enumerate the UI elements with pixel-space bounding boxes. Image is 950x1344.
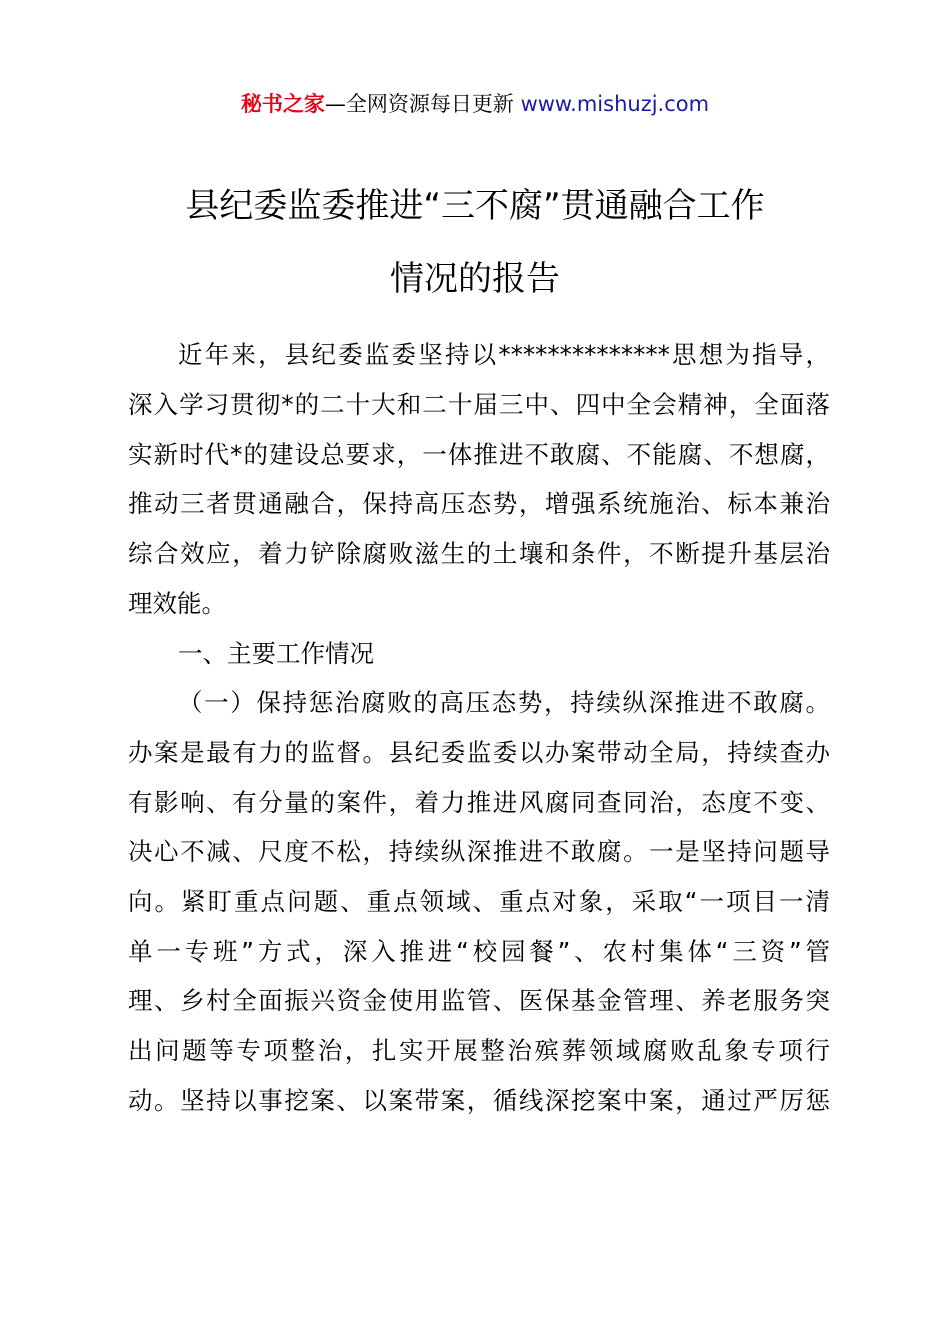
body-text-line: 有影响、有分量的案件，着力推进风腐同查同治，态度不变、 — [128, 788, 830, 817]
section-heading: 一、主要工作情况 — [178, 639, 374, 668]
body-text-line: 出问题等专项整治，扎实开展整治殡葬领域腐败乱象专项行 — [128, 1036, 830, 1065]
body-text-line: 向。紧盯重点问题、重点领域、重点对象，采取“一项目一清 — [128, 887, 830, 916]
site-brand-name: 秘书之家 — [240, 92, 325, 116]
site-header-banner — [0, 88, 950, 120]
body-text-line: 实新时代*的建设总要求，一体推进不敢腐、不能腐、不想腐， — [128, 440, 830, 469]
body-text-line: 办案是最有力的监督。县纪委监委以办案带动全局，持续查办 — [128, 738, 830, 767]
report-title-line-2: 情况的报告 — [390, 259, 560, 299]
body-text-line: 综合效应，着力铲除腐败滋生的土壤和条件，不断提升基层治 — [128, 539, 830, 568]
body-text-line: 推动三者贯通融合，保持高压态势，增强系统施治、标本兼治 — [128, 489, 830, 518]
report-title-line-1: 县纪委监委推进“三不腐”贯通融合工作 — [185, 186, 765, 226]
body-text-line: 近年来，县纪委监委坚持以**************思想为指导， — [178, 340, 830, 369]
site-slogan: —全网资源每日更新 — [324, 92, 521, 116]
body-text-line: 动。坚持以事挖案、以案带案，循线深挖案中案，通过严厉惩 — [128, 1086, 830, 1115]
body-text-line: 深入学习贯彻*的二十大和二十届三中、四中全会精神，全面落 — [128, 390, 830, 419]
subsection-heading: （一）保持惩治腐败的高压态势，持续纵深推进不敢腐。 — [178, 688, 830, 717]
body-text-line: 理效能。 — [128, 589, 226, 618]
body-text-line: 理、乡村全面振兴资金使用监管、医保基金管理、养老服务突 — [128, 986, 830, 1015]
site-url-link[interactable]: www.mishuzj.com — [520, 92, 710, 116]
body-text-line: 单一专班”方式，深入推进“校园餐”、农村集体“三资”管 — [128, 937, 830, 966]
body-text-line: 决心不减、尺度不松，持续纵深推进不敢腐。一是坚持问题导 — [128, 837, 830, 866]
